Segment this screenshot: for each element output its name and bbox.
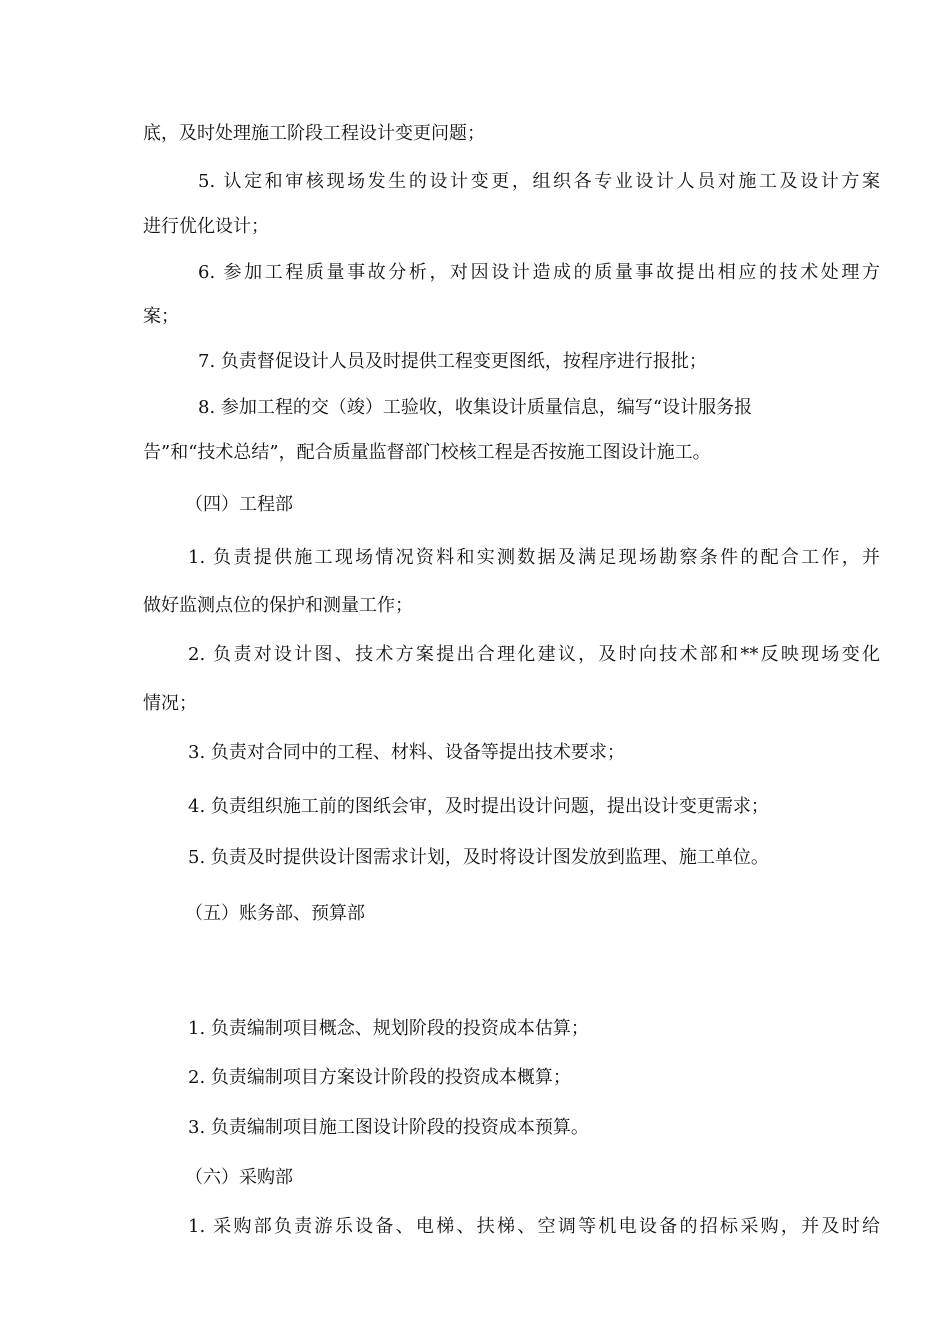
list-item-eng-2: 2. 负责对设计图、技术方案提出合理化建议，及时向技术部和**反映现场变化	[188, 644, 880, 665]
list-item-design-6-cont: 案；	[143, 306, 179, 327]
section-heading-engineering: （四）工程部	[185, 494, 293, 515]
list-item-fin-1: 1. 负责编制项目概念、规划阶段的投资成本估算；	[188, 1018, 589, 1039]
section-heading-procurement: （六）采购部	[185, 1167, 293, 1188]
list-item-design-5-cont: 进行优化设计；	[143, 216, 269, 237]
paragraph-continuation: 底，及时处理施工阶段工程设计变更问题；	[143, 123, 485, 144]
list-item-design-5: 5. 认定和审核现场发生的设计变更，组织各专业设计人员对施工及设计方案	[198, 171, 880, 192]
list-item-eng-3: 3. 负责对合同中的工程、材料、设备等提出技术要求；	[188, 742, 625, 763]
list-item-fin-3: 3. 负责编制项目施工图设计阶段的投资成本预算。	[188, 1117, 589, 1138]
list-item-eng-1: 1. 负责提供施工现场情况资料和实测数据及满足现场勘察条件的配合工作，并	[188, 547, 880, 568]
list-item-design-8-cont: 告”和“技术总结”，配合质量监督部门校核工程是否按施工图设计施工。	[143, 442, 711, 463]
list-item-design-7: 7. 负责督促设计人员及时提供工程变更图纸，按程序进行报批；	[198, 351, 707, 372]
list-item-proc-1: 1. 采购部负责游乐设备、电梯、扶梯、空调等机电设备的招标采购，并及时给	[188, 1216, 880, 1237]
list-item-eng-2-cont: 情况；	[143, 693, 197, 714]
section-heading-finance: （五）账务部、预算部	[185, 903, 365, 924]
list-item-eng-5: 5. 负责及时提供设计图需求计划，及时将设计图发放到监理、施工单位。	[188, 847, 769, 868]
list-item-fin-2: 2. 负责编制项目方案设计阶段的投资成本概算；	[188, 1067, 571, 1088]
list-item-design-6: 6. 参加工程质量事故分析，对因设计造成的质量事故提出相应的技术处理方	[198, 262, 880, 283]
list-item-eng-4: 4. 负责组织施工前的图纸会审，及时提出设计问题，提出设计变更需求；	[188, 796, 769, 817]
list-item-eng-1-cont: 做好监测点位的保护和测量工作；	[143, 595, 413, 616]
list-item-design-8: 8. 参加工程的交（竣）工验收，收集设计质量信息，编写“设计服务报	[198, 397, 753, 418]
